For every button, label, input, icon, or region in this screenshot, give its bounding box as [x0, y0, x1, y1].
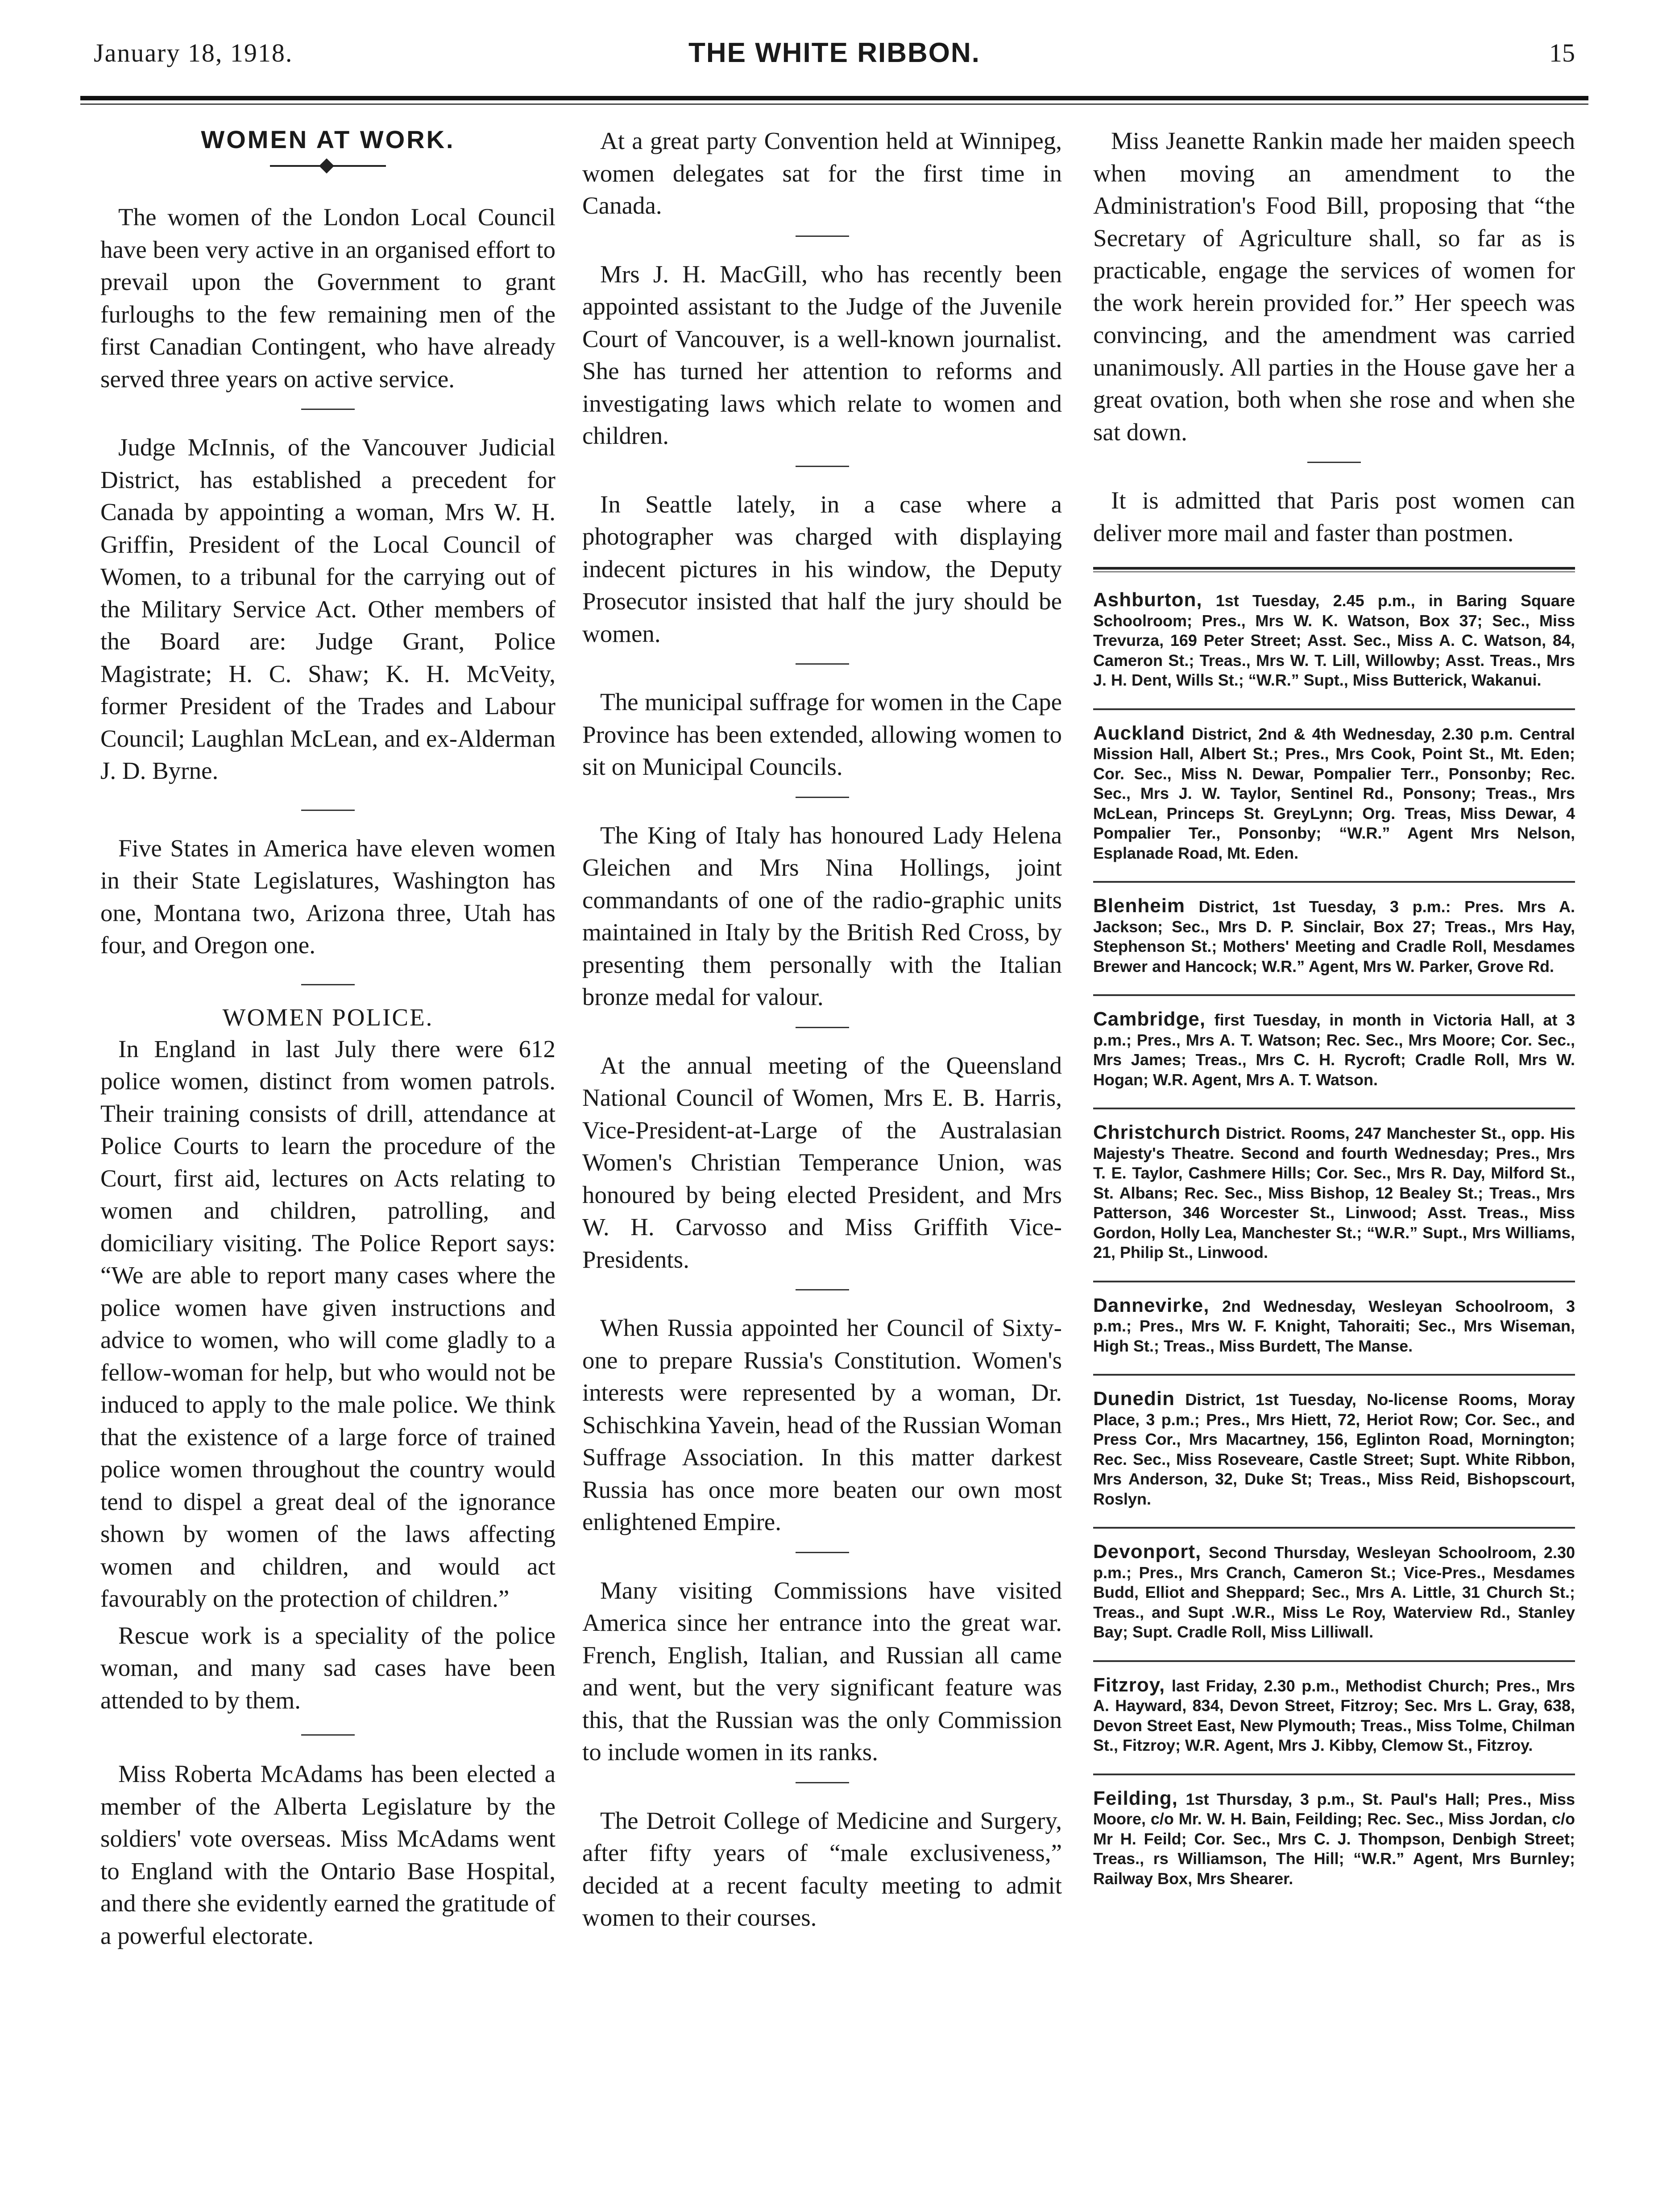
branch-name: Fitzroy, — [1093, 1674, 1165, 1696]
branch-details: first Tuesday, in month in Victoria Hall, at 3 p.m.; Pres., Mrs A. T. Watson; Rec. Sec., Mrs Moore; Cor. Sec., Mrs James; Treas., Mrs C. H. Rycroft; Cradle Roll, Mrs W. Hogan; W.R. Agent, Mrs A. T. Watson. — [1093, 1011, 1575, 1089]
article-paragraph: Miss Roberta McAdams has been elected a member of the Alberta Legislature by the soldiers' vote overseas. Miss McAdams went to England with the Ontario Base Hospital, and there she evidently earned the gratitude of a powerful electorate. — [100, 1760, 555, 1949]
header-rule-thin — [80, 103, 1588, 105]
directory-separator — [1093, 1108, 1575, 1109]
branch-details: Second Thursday, Wesleyan Schoolroom, 2.30 p.m.; Pres., Mrs Cranch, Cameron St.; Vice-Pres., Mesdames Budd, Elliot and Sheppard; Sec., Mrs A. Little, 31 Church St.; Treas., and Supt .W.R., Miss Le Roy, Waterview Rd., Stanley Bay; Supt. Cradle Roll, Miss Lilliwall. — [1093, 1543, 1575, 1641]
directory-entry — [1093, 590, 1575, 690]
branch-name: Blenheim — [1093, 895, 1186, 917]
separator — [796, 466, 849, 467]
publication-title: THE WHITE RIBBON. — [688, 37, 980, 68]
branch-name: Devonport, — [1093, 1541, 1202, 1563]
separator — [301, 409, 355, 410]
directory-entry — [1093, 1389, 1575, 1509]
directory-separator — [1093, 994, 1575, 996]
directory-separator — [1093, 1281, 1575, 1282]
article-paragraph: When Russia appointed her Council of Sixty-one to prepare Russia's Constitution. Women's interests were represented by a woman, Dr. Schischkina Yavein, head of the Russian Woman Suffrage Association. In this matter darkest Russia has once more beaten our own most enlightened Empire. — [582, 1314, 1062, 1535]
separator — [796, 1782, 849, 1783]
directory-entry — [1093, 1123, 1575, 1263]
branch-details: last Friday, 2.30 p.m., Methodist Church; Pres., Mrs A. Hayward, 834, Devon Street, Fitzroy; Sec. Mrs L. Gray, 638, Devon Street East, New Plymouth; Treas., Miss Tolme, Chilman St., Fitzroy; W.R. Agent, Mrs J. Kibby, Clemow St., Fitzroy. — [1093, 1676, 1575, 1754]
directory-entry — [1093, 1542, 1575, 1642]
article-paragraph: The King of Italy has honoured Lady Helena Gleichen and Mrs Nina Hollings, joint commandants of one of the radio-graphic units maintained in Italy by the British Red Cross, by presenting them personally with the Italian bronze medal for valour. — [582, 821, 1062, 1010]
branch-name: Auckland — [1093, 722, 1186, 744]
directory-separator — [1093, 1660, 1575, 1662]
branch-details: District, 2nd & 4th Wednesday, 2.30 p.m. Central Mission Hall, Albert St.; Pres., Mrs Cook, Point St., Mt. Eden; Cor. Sec., Miss N. Dewar, Pompalier Terr., Ponsonby; Rec. Sec., Mrs J. W. Taylor, Sentinel Rd., Ponsony; Treas., Mrs McLean, Princeps St. GreyLynn; Org. Treas, Miss Dewar, 4 Pompalier Ter., Ponsonby; “W.R.” Agent Mrs Nelson, Esplanade Road, Mt. Eden. — [1093, 724, 1575, 862]
directory-entry — [1093, 1009, 1575, 1090]
directory-entry — [1093, 724, 1575, 864]
directory-separator — [1093, 708, 1575, 710]
directory-separator — [1093, 881, 1575, 883]
article-paragraph: The municipal suffrage for women in the Cape Province has been extended, allowing women to sit on Municipal Councils. — [582, 688, 1062, 780]
directory-separator — [1093, 1774, 1575, 1775]
title-ornament — [270, 162, 386, 170]
separator — [796, 1027, 849, 1028]
directory-separator — [1093, 1527, 1575, 1529]
column-2 — [582, 125, 1062, 1934]
article-paragraph: At a great party Convention held at Winnipeg, women delegates sat for the first time in Canada. — [582, 127, 1062, 219]
directory-entry — [1093, 1789, 1575, 1889]
separator — [796, 1552, 849, 1553]
directory-rule — [1093, 567, 1575, 570]
separator — [796, 797, 849, 798]
branch-name: Ashburton, — [1093, 589, 1202, 611]
article-paragraph: Miss Jeanette Rankin made her maiden speech when moving an amendment to the Administration's Food Bill, proposing that “the Secretary of Agriculture shall, so far as is practicable, engage the services of women for the work herein provided for.” Her speech was convincing, and the amendment was carried unanimously. All parties in the House gave her a great ovation, both when she rose and when she sat down. — [1093, 127, 1575, 446]
directory-separator — [1093, 1374, 1575, 1376]
header-rule — [80, 96, 1588, 100]
branch-details: District, 1st Tuesday, 3 p.m.: Pres. Mrs A. Jackson; Sec., Mrs D. P. Sinclair, Box 27; Treas., Mrs Hay, Stephenson St.; Mothers' Meeting and Cradle Roll, Mesdames Brewer and Hancock; W.R.” Agent, Mrs W. Parker, Grove Rd. — [1093, 897, 1575, 976]
branch-directory — [1093, 590, 1575, 1889]
branch-details: 1st Thursday, 3 p.m., St. Paul's Hall; Pres., Miss Moore, c/o Mr. W. H. Bain, Feilding; Rec. Sec., Miss Jordan, c/o Mr H. Feild; Cor. Sec., Mrs C. J. Thompson, Denbigh Street; Treas., rs Williamson, The Hill; “W.R.” Agent, Mrs Burnley; Railway Box, Mrs Shearer. — [1093, 1790, 1575, 1888]
directory-entry — [1093, 1296, 1575, 1356]
directory-entry — [1093, 1675, 1575, 1756]
separator — [301, 1734, 355, 1736]
article-paragraph: Judge McInnis, of the Vancouver Judicial District, has established a precedent for Canada by appointing a woman, Mrs W. H. Griffin, President of the Local Council of Women, to a tribunal for the carrying out of the Military Service Act. Other members of the Board are: Judge Grant, Police Magistrate; H. C. Shaw; K. H. McVeity, former President of the Trades and Labour Council; Laughlan McLean, and ex-Alderman J. D. Byrne. — [100, 434, 555, 784]
article-paragraph: In England in last July there were 612 police women, distinct from women patrols. Their training consists of drill, attendance at Police Courts to learn the procedure of the Court, first aid, lectures on Acts relating to women and children, patrolling, and domiciliary visiting. The Police Report says: “We are able to report many cases where the police women have given instructions and advice to women, who will come gladly to a fellow-woman for help, but who would not be induced to apply to the male police. We think that the existence of a large force of trained police women throughout the country would tend to dispel a great deal of the ignorance shown by women of the laws affecting women and children, and would act favourably on the protection of children.” — [100, 1035, 555, 1612]
separator — [301, 984, 355, 985]
article-paragraph: At the annual meeting of the Queensland National Council of Women, Mrs E. B. Harris, Vice-President-at-Large of the Australasian Women's Christian Temperance Union, was honoured by being elected President, and Mrs W. H. Carvosso and Miss Griffith Vice-Presidents. — [582, 1051, 1062, 1273]
separator — [1307, 462, 1361, 463]
page-number: 15 — [1549, 38, 1575, 67]
article-paragraph: In Seattle lately, in a case where a photographer was charged with displaying indecent pictures in his window, the Deputy Prosecutor insisted that half the jury should be women. — [582, 490, 1062, 647]
article-paragraph: The Detroit College of Medicine and Surgery, after fifty years of “male exclusiveness,” decided at a recent faculty meeting to admit women to their courses. — [582, 1807, 1062, 1931]
article-paragraph: The women of the London Local Council have been very active in an organised effort to prevail upon the Government to grant furloughs to the few remaining men of the first Canadian Contingent, who have already served three years on active service. — [100, 203, 555, 393]
article-paragraph: Many visiting Commissions have visited America since her entrance into the great war. French, English, Italian, and Russian all came and went, but the very significant feature was this, that the Russian was the only Commission to include women in its ranks. — [582, 1576, 1062, 1765]
branch-name: Dannevirke, — [1093, 1294, 1210, 1316]
article-paragraph: Rescue work is a speciality of the police woman, and many sad cases have been attended to by them. — [100, 1621, 555, 1714]
branch-name: Dunedin — [1093, 1388, 1175, 1410]
directory-rule-thin — [1093, 571, 1575, 572]
branch-name: Christchurch — [1093, 1121, 1221, 1143]
article-paragraph: It is admitted that Paris post women can deliver more mail and faster than postmen. — [1093, 487, 1575, 546]
section-title: WOMEN AT WORK. — [201, 125, 455, 153]
branch-name: Cambridge, — [1093, 1008, 1206, 1030]
article-paragraph: Mrs J. H. MacGill, who has recently been appointed assistant to the Judge of the Juvenile Court of Vancouver, is a well-known journalist. She has turned her attention to reforms and investigating laws which relate to women and children. — [582, 260, 1062, 449]
issue-date: January 18, 1918. — [94, 38, 293, 67]
separator — [796, 236, 849, 237]
separator — [301, 810, 355, 811]
directory-entry — [1093, 896, 1575, 976]
branch-details: 2nd Wednesday, Wesleyan Schoolroom, 3 p.m.; Pres., Mrs W. F. Knight, Tahoraiti; Sec., Mrs Wiseman, High St.; Treas., Miss Burdett, The Manse. — [1093, 1297, 1575, 1355]
separator — [796, 663, 849, 665]
article-paragraph: Five States in America have eleven women in their State Legislatures, Washington has one, Montana two, Arizona three, Utah has four, and Oregon one. — [100, 834, 555, 959]
separator — [796, 1289, 849, 1290]
page-header — [80, 38, 1588, 78]
column-3 — [1093, 125, 1575, 1906]
subheading-women-police: WOMEN POLICE. — [222, 1003, 434, 1031]
branch-name: Feilding, — [1093, 1787, 1178, 1809]
branch-details: District. Rooms, 247 Manchester St., opp. His Majesty's Theatre. Second and fourth Wednesday; Pres., Mrs T. E. Taylor, Cashmere Hills; Cor. Sec., Mrs R. Day, Milford St., St. Albans; Rec. Sec., Miss Bishop, 12 Bealey St.; Treas., Mrs Patterson, 346 Worcester St., Linwood; Asst. Treas., Miss Gordon, Holly Lea, Manchester St.; “W.R.” Supt., Mrs Williams, 21, Philip St., Linwood. — [1093, 1124, 1575, 1261]
branch-details: District, 1st Tuesday, No-license Rooms, Moray Place, 3 p.m.; Pres., Mrs Hiett, 72, Heriot Row; Cor. Sec., and Press Cor., Mrs Macartney, 156, Eglinton Road, Mornington; Rec. Sec., Miss Roseveare, Castle Street; Supt. White Ribbon, Mrs Anderson, 32, Duke St; Treas., Miss Reid, Bishopscourt, Roslyn. — [1093, 1390, 1575, 1508]
column-1 — [100, 125, 555, 1952]
branch-details: 1st Tuesday, 2.45 p.m., in Baring Square Schoolroom; Pres., Mrs W. K. Watson, Box 37; Sec., Miss Trevurza, 169 Peter Street; Asst. Sec., Miss A. C. Watson, 84, Cameron St.; Treas., Mrs W. T. Lill, Willowby; Asst. Treas., Mrs J. H. Dent, Wills St.; “W.R.” Supt., Miss Butterick, Wakanui. — [1093, 591, 1575, 689]
